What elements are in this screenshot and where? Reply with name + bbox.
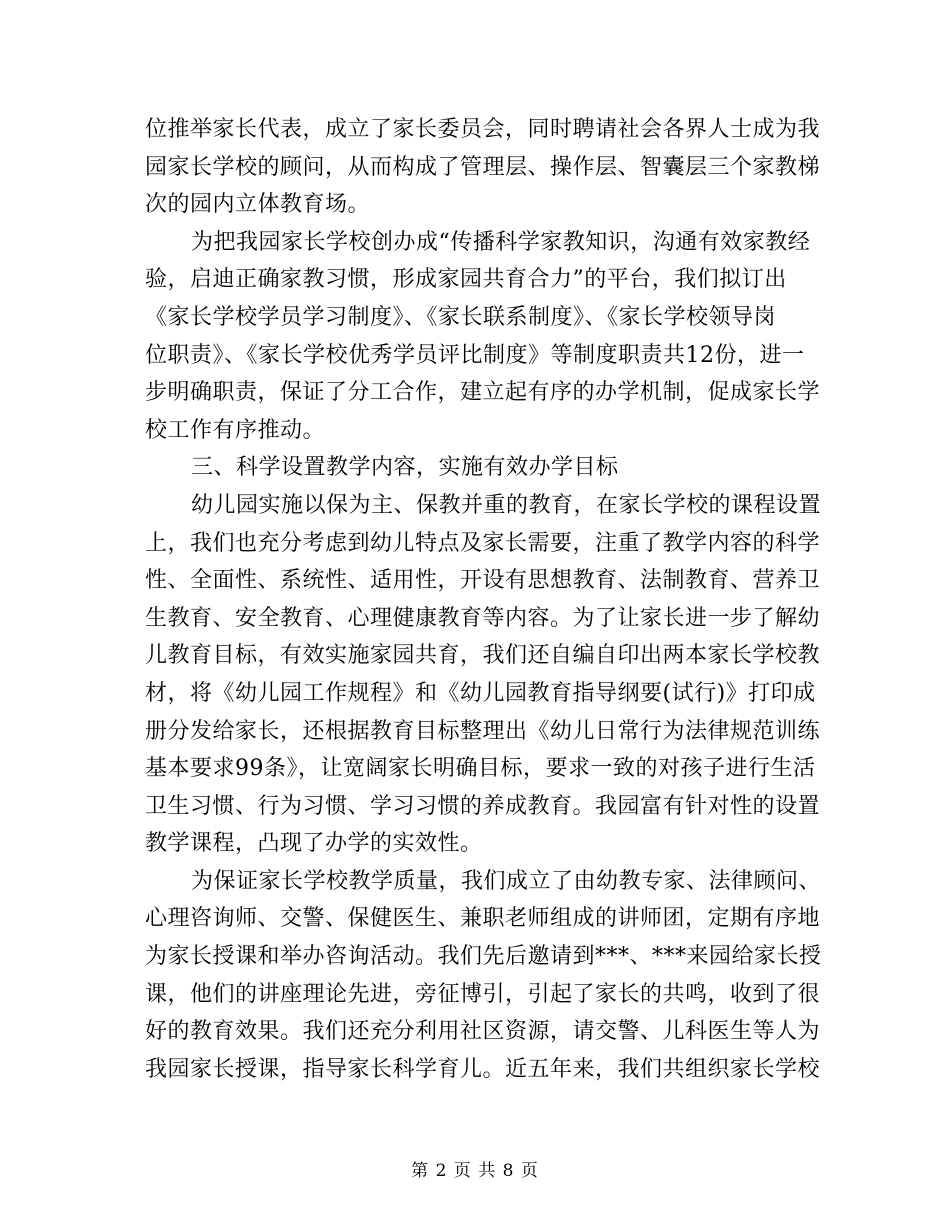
text-line: 上，我们也充分考虑到幼儿特点及家长需要，注重了教学内容的科学 — [145, 530, 821, 556]
text-line: 儿教育目标，有效实施家园共育，我们还自编自印出两本家长学校教 — [145, 643, 821, 669]
text-line: 教学课程，凸现了办学的实效性。 — [145, 831, 483, 857]
text-line: 为家长授课和举办咨询活动。我们先后邀请到***、***来园给家长授 — [145, 944, 822, 970]
text-line: 生教育、安全教育、心理健康教育等内容。为了让家长进一步了解幼 — [145, 605, 821, 631]
text-line: 课，他们的讲座理论先进，旁征博引，引起了家长的共鸣，收到了很 — [145, 981, 821, 1007]
paragraph-first-line: 幼儿园实施以保为主、保教并重的教育，在家长学校的课程设置 — [191, 492, 822, 518]
text-line: 《家长学校学员学习制度》、《家长联系制度》、《家长学校领导岗 — [145, 304, 777, 330]
body-text — [145, 111, 822, 1088]
section-heading: 三、科学设置教学内容，实施有效办学目标 — [191, 455, 619, 481]
text-line: 好的教育效果。我们还充分利用社区资源，请交警、儿科医生等人为 — [145, 1019, 821, 1045]
text-line: 性、全面性、系统性、适用性，开设有思想教育、法制教育、营养卫 — [145, 568, 821, 594]
text-line: 园家长学校的顾问，从而构成了管理层、操作层、智囊层三个家教梯 — [145, 154, 821, 180]
text-line: 次的园内立体教育场。 — [145, 192, 371, 218]
text-line: 心理咨询师、交警、保健医生、兼职老师组成的讲师团，定期有序地 — [145, 906, 821, 932]
paragraph-first-line: 为把我园家长学校创办成“传播科学家教知识，沟通有效家教经 — [191, 229, 811, 255]
text-line: 卫生习惯、行为习惯、学习习惯的养成教育。我园富有针对性的设置 — [145, 793, 821, 819]
text-line: 材，将《幼儿园工作规程》和《幼儿园教育指导纲要(试行)》打印成 — [145, 680, 816, 706]
text-line: 位推举家长代表，成立了家长委员会，同时聘请社会各界人士成为我 — [145, 117, 821, 142]
text-line: 步明确职责，保证了分工合作，建立起有序的办学机制，促成家长学 — [145, 380, 821, 406]
text-line: 基本要求99条》，让宽阔家长明确目标，要求一致的对孩子进行生活 — [145, 756, 816, 782]
page-number-footer: 第 2 页 共 8 页 — [411, 1161, 539, 1181]
text-line: 我园家长授课，指导家长科学育儿。近五年来，我们共组织家长学校 — [145, 1056, 821, 1082]
paragraph-first-line: 为保证家长学校教学质量，我们成立了由幼教专家、法律顾问、 — [191, 868, 822, 894]
text-line: 册分发给家长，还根据教育目标整理出《幼儿日常行为法律规范训练 — [145, 718, 821, 744]
text-line: 位职责》、《家长学校优秀学员评比制度》等制度职责共12份，进一 — [145, 342, 805, 368]
text-line: 验，启迪正确家教习惯，形成家园共育合力”的平台，我们拟订出 — [145, 267, 787, 293]
text-line: 校工作有序推动。 — [145, 417, 326, 443]
